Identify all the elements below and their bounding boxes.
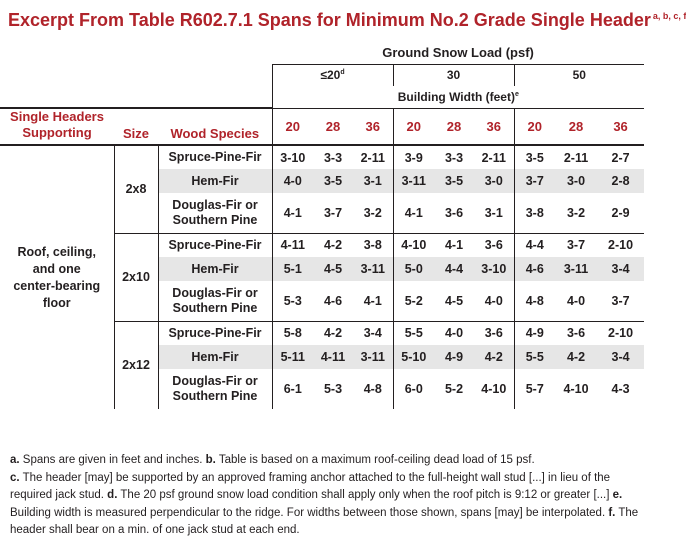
- snow-load-30: [393, 64, 514, 86]
- span-value-cell: 4-10: [393, 233, 434, 257]
- supporting-line: and one: [32, 261, 81, 276]
- span-value-cell: 4-8: [363, 382, 382, 396]
- span-value-cell: 5-2: [444, 382, 464, 396]
- building-width-label: Building Width (feet): [397, 89, 515, 104]
- species-cell: [158, 345, 272, 369]
- span-value-cell: 2-10: [608, 326, 634, 341]
- span-value-cell: 2-10: [608, 238, 634, 253]
- span-value-cell: 4-4: [514, 233, 555, 257]
- span-value-cell: 3-6: [566, 326, 586, 341]
- span-value-cell: 3-2: [555, 193, 597, 233]
- span-value-cell: 3-5: [434, 169, 474, 193]
- note-b-text: Table is based on a maximum roof-ceiling dead load of 15 psf.: [215, 454, 535, 466]
- span-value-cell: 3-11: [555, 257, 597, 281]
- span-value-cell: 3-10: [272, 145, 313, 169]
- width-col: 20: [272, 108, 313, 145]
- snow-load-50: [514, 64, 644, 86]
- species-line: Southern Pine: [172, 212, 258, 227]
- span-value-cell: 2-7: [611, 150, 630, 165]
- span-value-cell: 4-2: [323, 326, 343, 341]
- span-value-cell: 3-7: [597, 281, 644, 321]
- span-value-cell: 3-2: [353, 193, 393, 233]
- species-cell: [158, 233, 272, 257]
- building-width-sup: e: [514, 90, 519, 98]
- snow-load-30-label: 30: [446, 68, 461, 83]
- span-value-cell: 3-3: [323, 150, 343, 165]
- table-title: [8, 10, 686, 31]
- span-value-cell: 2-11: [563, 150, 589, 165]
- span-value-cell: 4-0: [474, 281, 514, 321]
- species-line: Douglas-Fir or: [172, 374, 258, 388]
- span-value-cell: 3-5: [514, 145, 555, 169]
- ground-snow-load-heading: Ground Snow Load (psf): [272, 42, 644, 64]
- note-e-label: e.: [612, 489, 623, 501]
- species-line: Spruce-Pine-Fir: [168, 237, 262, 252]
- span-value-cell: 4-6: [514, 257, 555, 281]
- span-value-cell: 4-6: [313, 281, 353, 321]
- span-value-cell: 3-1: [353, 169, 393, 193]
- span-value-cell: 3-6: [484, 238, 503, 253]
- width-col: 36: [597, 108, 644, 145]
- span-value-cell: 4-2: [474, 345, 514, 369]
- span-value-cell: 4-0: [555, 281, 597, 321]
- span-value-cell: 5-3: [272, 281, 313, 321]
- span-value-cell: 3-0: [474, 169, 514, 193]
- span-value-cell: 3-11: [393, 169, 434, 193]
- col-header-supporting-line1: Single Headers: [10, 109, 104, 124]
- width-col: 28: [555, 108, 597, 145]
- span-value-cell: 5-5: [514, 345, 555, 369]
- span-value-cell: 3-6: [484, 326, 503, 341]
- span-value-cell: 3-4: [363, 326, 382, 341]
- species-line: Hem-Fir: [191, 349, 239, 364]
- span-value-cell: 3-4: [597, 257, 644, 281]
- span-value-cell: 5-2: [393, 281, 434, 321]
- species-line: Hem-Fir: [191, 261, 239, 276]
- span-value-cell: 4-10: [563, 382, 589, 396]
- span-value-cell: 2-8: [597, 169, 644, 193]
- span-value-cell: 5-0: [393, 257, 434, 281]
- span-value-cell: 4-3: [611, 382, 630, 396]
- span-value-cell: 4-1: [393, 193, 434, 233]
- species-cell: [158, 369, 272, 409]
- size-cell: 2x12: [114, 321, 158, 409]
- snow-load-20-sup: d: [340, 69, 345, 77]
- col-header-supporting-line2: Supporting: [22, 125, 92, 140]
- span-value-cell: 4-1: [444, 238, 464, 253]
- span-value-cell: 3-11: [353, 257, 393, 281]
- span-value-cell: 3-9: [393, 145, 434, 169]
- width-col: 36: [474, 108, 514, 145]
- header-span-table: [0, 42, 644, 409]
- span-value-cell: 5-7: [514, 369, 555, 409]
- supporting-line: floor: [42, 295, 71, 310]
- width-col: 20: [514, 108, 555, 145]
- span-value-cell: 3-4: [597, 345, 644, 369]
- species-cell: [158, 193, 272, 233]
- span-value-cell: 4-11: [313, 345, 353, 369]
- span-value-cell: 4-11: [272, 233, 313, 257]
- size-cell: 2x10: [114, 233, 158, 321]
- span-value-cell: 5-8: [272, 321, 313, 345]
- species-line: Douglas-Fir or: [172, 285, 258, 300]
- note-d-text: The 20 psf ground snow load condition shall apply only when the roof pitch is 9:12 or greater [...]: [117, 489, 613, 501]
- span-value-cell: 3-1: [474, 193, 514, 233]
- span-value-cell: 5-10: [393, 345, 434, 369]
- span-value-cell: 3-3: [444, 150, 464, 165]
- span-value-cell: 3-8: [363, 238, 382, 253]
- span-value-cell: 4-2: [555, 345, 597, 369]
- span-value-cell: 3-6: [434, 193, 474, 233]
- species-cell: [158, 281, 272, 321]
- span-value-cell: 5-5: [393, 321, 434, 345]
- footnotes: [10, 452, 642, 540]
- note-c-text: The header [may] be supported by an approved framing anchor attached to the full-height wall stud [...] in lieu of the required jack stud.: [10, 471, 611, 501]
- note-a-text: Spans are given in feet and inches.: [19, 454, 206, 466]
- span-value-cell: 2-11: [481, 150, 506, 165]
- species-cell: [158, 145, 272, 169]
- width-col: 28: [313, 108, 353, 145]
- species-line: Spruce-Pine-Fir: [168, 150, 262, 164]
- species-line: Southern Pine: [172, 300, 258, 315]
- table-row: [0, 145, 644, 169]
- species-line: Douglas-Fir or: [172, 197, 258, 212]
- table-body: [0, 145, 644, 409]
- span-value-cell: 5-11: [272, 345, 313, 369]
- span-value-cell: 4-1: [272, 193, 313, 233]
- species-line: Hem-Fir: [191, 173, 239, 188]
- span-value-cell: 4-0: [272, 169, 313, 193]
- species-line: Southern Pine: [172, 389, 258, 403]
- span-value-cell: 6-1: [272, 369, 313, 409]
- note-e-text: Building width is measured perpendicular to the ridge. For widths between those shown, spans [may] be interpolated.: [10, 506, 609, 519]
- species-cell: [158, 321, 272, 345]
- span-value-cell: 2-11: [360, 150, 385, 165]
- species-cell: [158, 169, 272, 193]
- col-header-supporting: [0, 108, 114, 145]
- span-value-cell: 4-8: [514, 281, 555, 321]
- span-value-cell: 4-5: [434, 281, 474, 321]
- span-value-cell: 4-4: [434, 257, 474, 281]
- span-value-cell: 3-7: [514, 169, 555, 193]
- size-cell: 2x8: [114, 145, 158, 233]
- note-f-text: The header shall bear on a min. of one jack stud at each end.: [10, 506, 639, 536]
- span-value-cell: 6-0: [393, 369, 434, 409]
- species-cell: [158, 257, 272, 281]
- span-value-cell: 3-0: [555, 169, 597, 193]
- table-title-footnote-refs: a, b, c, f: [652, 11, 686, 21]
- span-value-cell: 3-5: [313, 169, 353, 193]
- table-title-text: Excerpt From Table R602.7.1 Spans for Minimum No.2 Grade Single Header: [8, 10, 651, 30]
- note-b-label: b.: [205, 454, 216, 466]
- species-line: Spruce-Pine-Fir: [168, 325, 262, 340]
- span-value-cell: 5-3: [323, 382, 343, 396]
- span-value-cell: 4-9: [514, 321, 555, 345]
- supporting-line: center-bearing: [13, 278, 101, 293]
- span-value-cell: 4-2: [323, 238, 343, 253]
- supporting-cell: [0, 145, 114, 409]
- width-col: 36: [353, 108, 393, 145]
- span-value-cell: 4-9: [434, 345, 474, 369]
- span-value-cell: 4-0: [444, 326, 464, 341]
- span-value-cell: 4-1: [353, 281, 393, 321]
- span-value-cell: 3-7: [313, 193, 353, 233]
- note-d-label: d.: [107, 489, 118, 501]
- snow-load-50-label: 50: [572, 68, 586, 83]
- span-value-cell: 2-9: [597, 193, 644, 233]
- span-value-cell: 3-11: [353, 345, 393, 369]
- span-value-cell: 3-7: [566, 238, 586, 253]
- col-header-species: Wood Species: [158, 108, 272, 145]
- span-value-cell: 4-10: [481, 382, 507, 396]
- span-value-cell: 4-5: [313, 257, 353, 281]
- width-col: 20: [393, 108, 434, 145]
- span-value-cell: 3-8: [514, 193, 555, 233]
- note-a-label: a.: [10, 454, 20, 466]
- snow-load-20: [272, 64, 393, 86]
- supporting-line: Roof, ceiling,: [17, 244, 96, 259]
- note-f-label: f.: [608, 506, 616, 519]
- span-value-cell: 3-10: [474, 257, 514, 281]
- span-value-cell: 5-1: [272, 257, 313, 281]
- building-width-heading: [272, 86, 644, 108]
- col-header-size: Size: [114, 108, 158, 145]
- snow-load-20-label: ≤20: [320, 68, 341, 83]
- note-c-label: c.: [10, 471, 20, 484]
- width-col: 28: [434, 108, 474, 145]
